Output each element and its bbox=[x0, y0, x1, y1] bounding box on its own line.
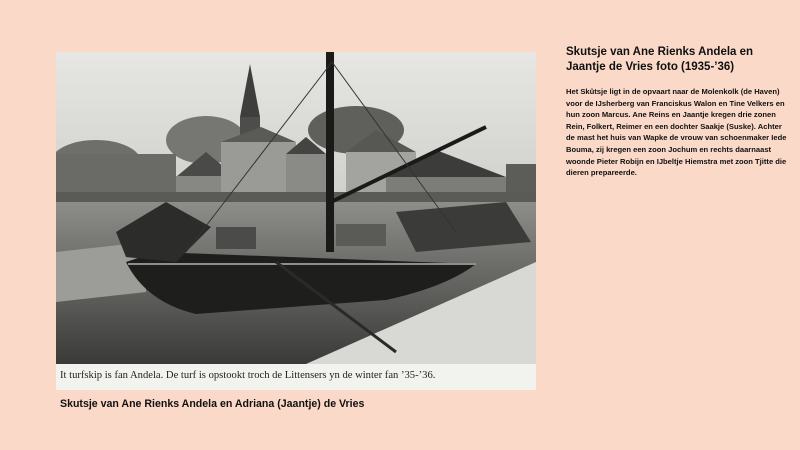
historic-photo bbox=[56, 52, 536, 364]
page-title: Skutsje van Ane Rienks Andela en Jaantje de Vries foto (1935-’36) bbox=[566, 46, 754, 73]
description-text: Het Skûtsje ligt in de opvaart naar de Molenkolk (de Haven) voor de IJsherberg van Franciskus Walon en Tine Velkers en hun zoon Marcus. Ane Reins en Jaantje kregen drie zonen Rein, Folkert, Reimer en een dochter Saakje (Suske). Achter de mast het huis van Wapke de vrouw van schoenmaker Iede Bouma, zij kregen een zoon Jochum en rechts daarnaast woonde Pieter Robijn en IJbeltje Hiemstra met zoon Tjitte die dieren prepareerde. bbox=[566, 87, 787, 178]
boat-photo-illustration bbox=[56, 52, 536, 364]
photo-frame bbox=[56, 52, 536, 390]
photo-caption: It turfskip is fan Andela. De turf is opstookt troch de Littensers yn de winter fan ’35-’36. bbox=[60, 370, 436, 381]
bottom-caption: Skutsje van Ane Rienks Andela en Adriana (Jaantje) de Vries bbox=[60, 398, 365, 410]
